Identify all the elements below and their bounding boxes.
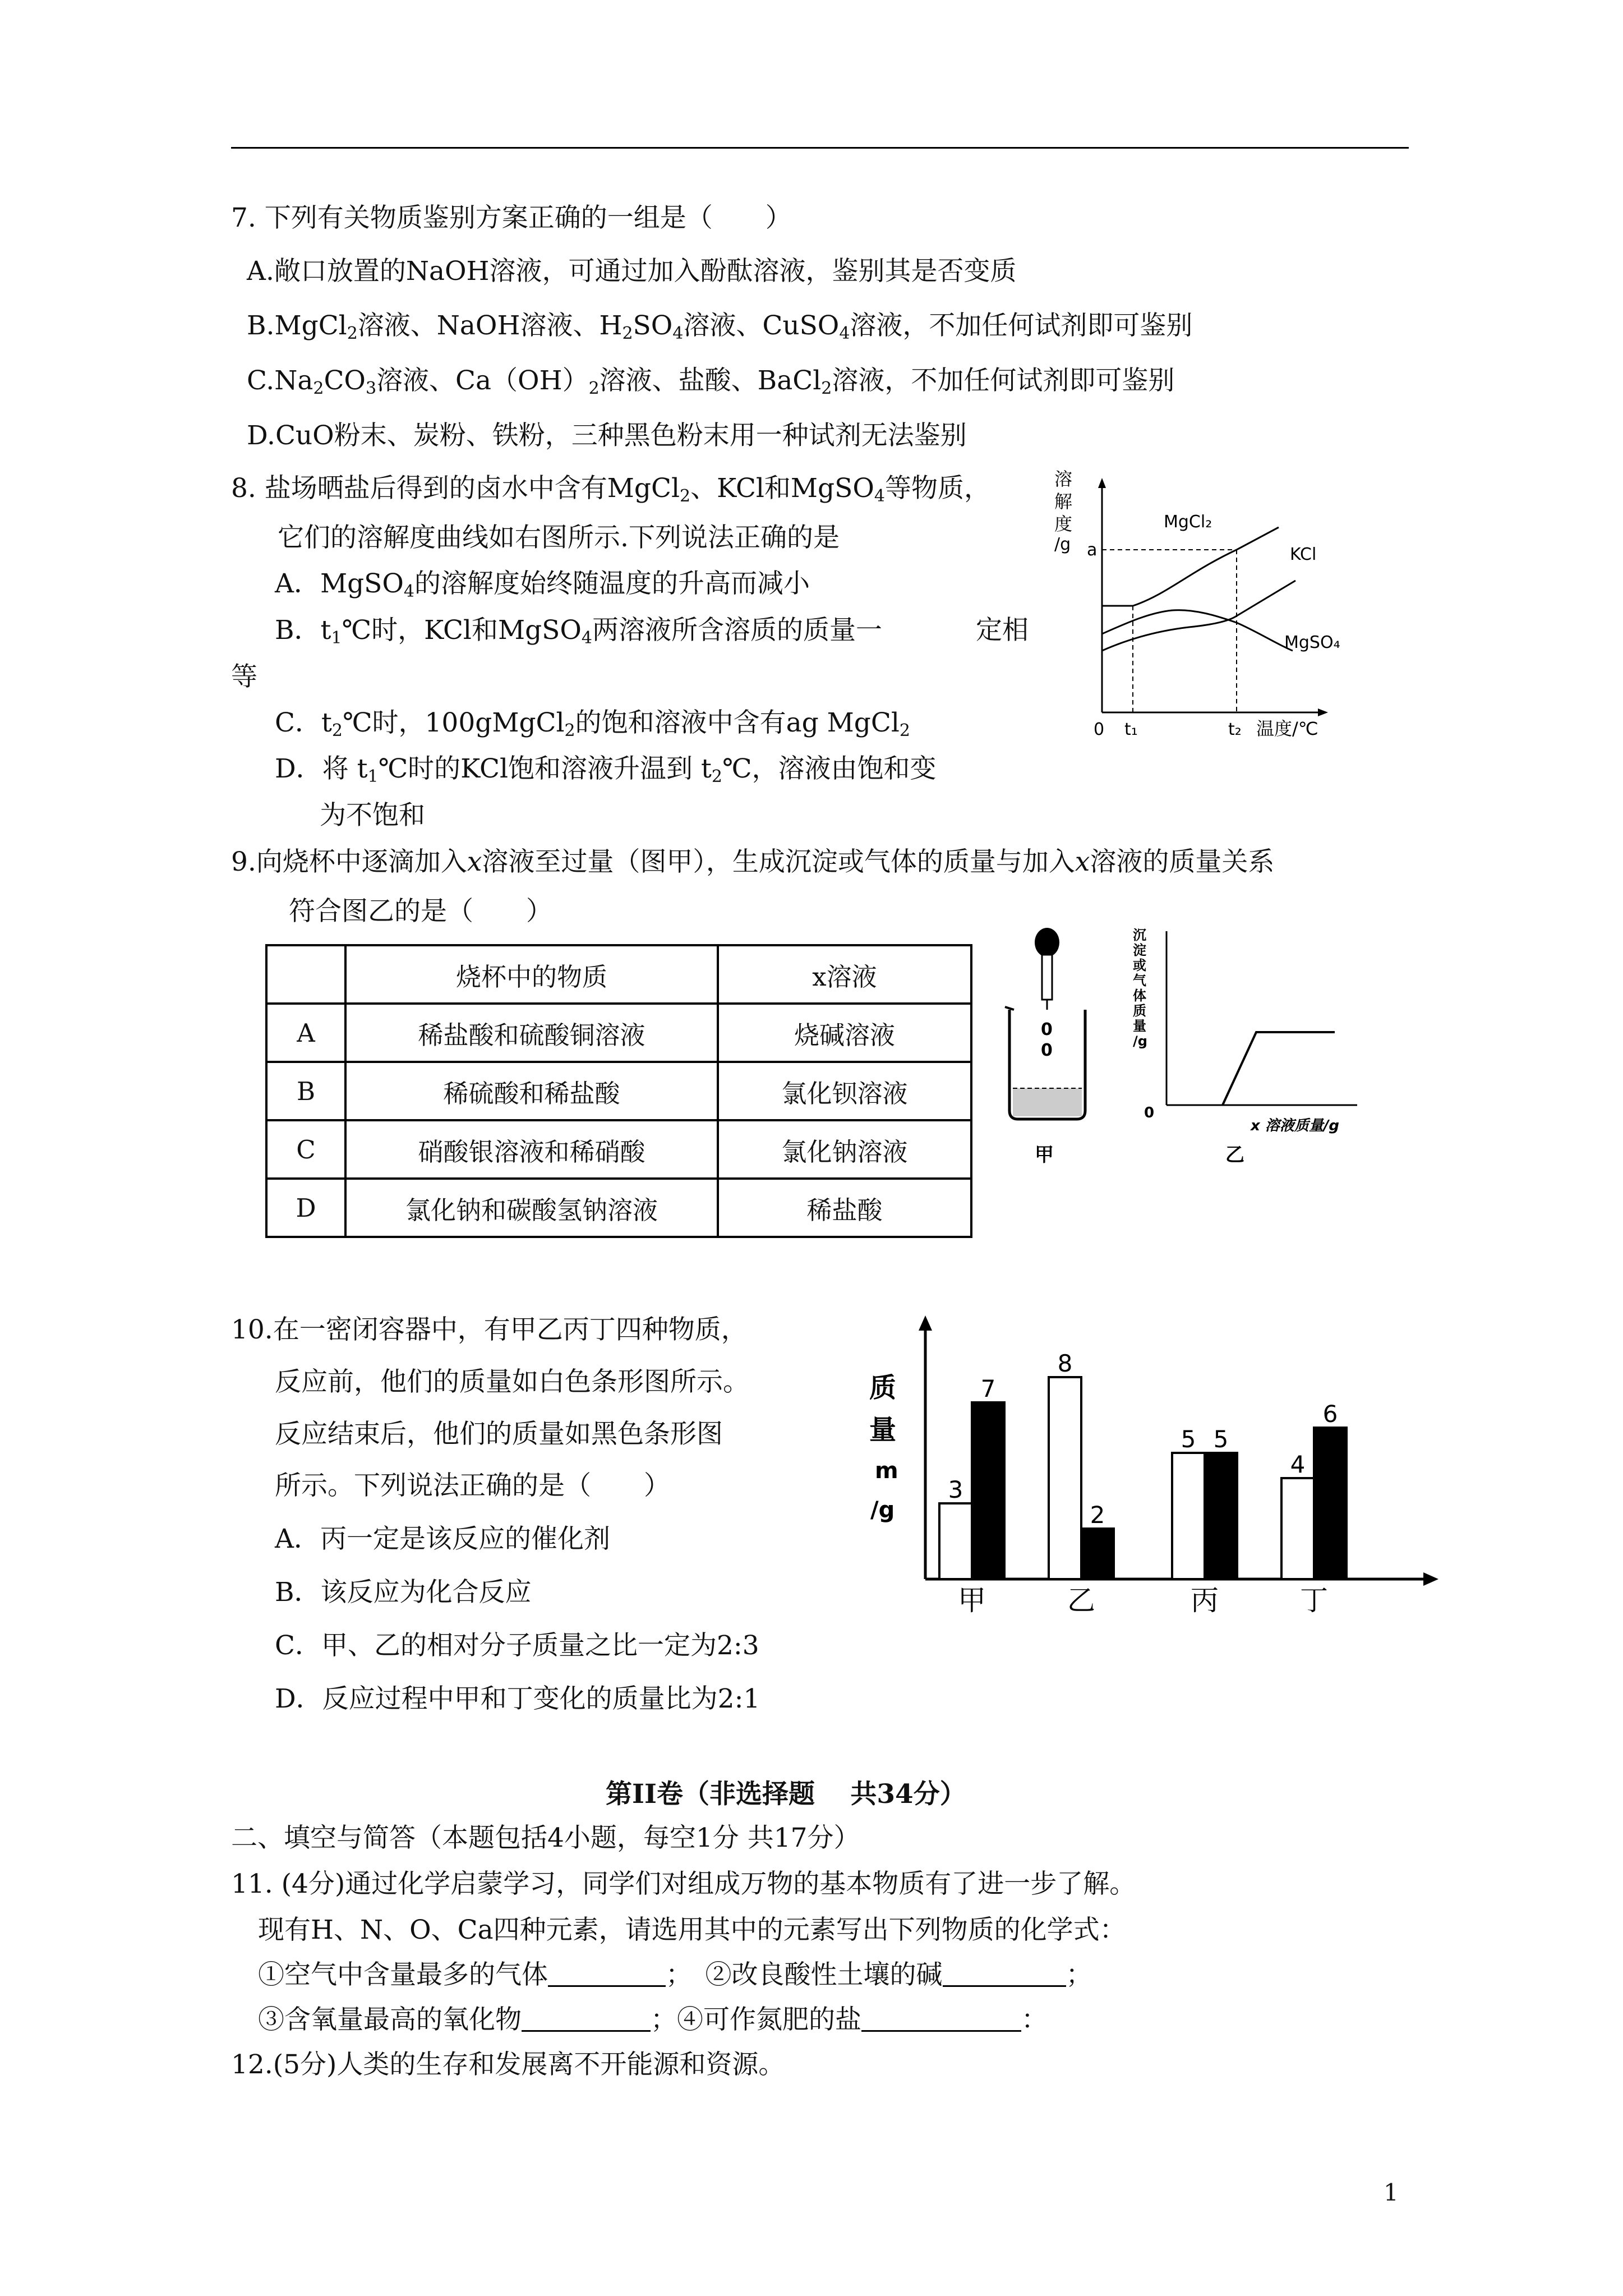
bar-甲-before bbox=[939, 1503, 972, 1579]
q10-ylabel bbox=[869, 1372, 898, 1523]
q9-graph-line bbox=[1223, 1032, 1335, 1105]
q10-line-3: 反应结束后，他们的质量如黑色条形图 bbox=[275, 1419, 723, 1450]
q7-option-a: A.敞口放置的NaOH溶液，可通过加入酚酞溶液，鉴别其是否变质 bbox=[247, 256, 1017, 287]
answer-blank-2[interactable] bbox=[943, 1961, 1066, 1987]
section-2-title: 第II卷（非选择题 共34分） bbox=[606, 1779, 966, 1810]
q11-line-1: 11. (4分)通过化学启蒙学习，同学们对组成万物的基本物质有了进一步了解。 bbox=[231, 1869, 1136, 1899]
q10-option-c: C．甲、乙的相对分子质量之比一定为2:3 bbox=[275, 1630, 759, 1661]
ylabel-char: /g bbox=[1133, 1033, 1147, 1049]
q8-option-c: C．$t_2℃$时，100gMgCl$_2$的饱和溶液中含有ag MgCl$_2$ bbox=[275, 707, 910, 740]
q8-ylabel-3: 度 bbox=[1054, 513, 1073, 535]
q8-kcl-label: KCl bbox=[1290, 545, 1317, 564]
q10-bar-chart bbox=[858, 1307, 1453, 1621]
table-row: B 稀硫酸和稀盐酸 氯化钡溶液 bbox=[266, 1062, 971, 1120]
ylabel-char: /g bbox=[870, 1497, 895, 1523]
q8-option-d-2: 为不饱和 bbox=[320, 800, 425, 831]
bar-value-label: 6 bbox=[1322, 1400, 1338, 1428]
q8-a-label: a bbox=[1087, 540, 1098, 560]
beaker-liquid-icon bbox=[1013, 1088, 1082, 1116]
fig-jia-label: 甲 bbox=[1035, 1144, 1054, 1166]
bar-甲-after bbox=[972, 1402, 1004, 1579]
q10-option-b: B．该反应为化合反应 bbox=[275, 1577, 532, 1608]
q8-mgso4-label: MgSO₄ bbox=[1284, 633, 1340, 652]
fig-yi-label: 乙 bbox=[1225, 1144, 1244, 1166]
q7-option-c: $C.Na_2CO_3$溶液、$Ca(OH)_2$溶液、盐酸、BaCl$_2$溶液，不加任何试剂即可鉴别 bbox=[247, 365, 1175, 398]
ylabel-char: 量 bbox=[869, 1414, 897, 1446]
category-label: 甲 bbox=[958, 1584, 986, 1617]
q8-option-b-tail: 定相 bbox=[976, 615, 1029, 646]
q10-line-4: 所示。下列说法正确的是（ ） bbox=[275, 1470, 670, 1501]
q11-line-4: ③含氧量最高的氧化物 ；④可作氮肥的盐 ： bbox=[258, 2004, 1048, 2035]
table-row: 烧杯中的物质 x溶液 bbox=[266, 945, 971, 1004]
bar-丁-before bbox=[1281, 1478, 1314, 1579]
q8-y-arrow bbox=[1098, 478, 1106, 488]
q10-x-arrow bbox=[1423, 1572, 1438, 1586]
q11-line-3: ①空气中含量最多的气体 ； ②改良酸性土壤的碱 ； bbox=[258, 1959, 1092, 1990]
q8-t1-label: t₁ bbox=[1124, 720, 1138, 739]
drop-2: 0 bbox=[1041, 1041, 1053, 1060]
q10-y-arrow bbox=[919, 1315, 932, 1331]
q8-x-arrow bbox=[1318, 708, 1328, 716]
bar-value-label: 5 bbox=[1181, 1425, 1196, 1453]
table-row: C 硝酸银溶液和稀硝酸 氯化钠溶液 bbox=[266, 1120, 971, 1179]
q7-stem: 7. 下列有关物质鉴别方案正确的一组是（ ） bbox=[231, 203, 792, 233]
ylabel-char: 量 bbox=[1133, 1018, 1146, 1034]
bar-丙-before bbox=[1172, 1453, 1205, 1579]
bar-乙-before bbox=[1049, 1377, 1081, 1579]
bar-value-label: 8 bbox=[1057, 1350, 1073, 1377]
q10-line-1: 10.在一密闭容器中，有甲乙丙丁四种物质， bbox=[231, 1314, 748, 1345]
dropper-bulb-icon bbox=[1035, 928, 1059, 957]
q12-line-1: 12.(5分)人类的生存和发展离不开能源和资源。 bbox=[231, 2049, 785, 2080]
category-label: 乙 bbox=[1067, 1584, 1095, 1617]
section-2-subtitle: 二、填空与简答（本题包括4小题，每空1分 共17分） bbox=[231, 1823, 860, 1853]
q9-stem-1: 9.向烧杯中逐滴加入x溶液至过量（图甲），生成沉淀或气体的质量与加入x溶液的质量关系 bbox=[231, 846, 1275, 877]
q8-ylabel-2: 解 bbox=[1054, 491, 1073, 512]
drop-1: 0 bbox=[1041, 1020, 1053, 1039]
q9-graph-figure bbox=[1122, 920, 1380, 1184]
bar-value-label: 7 bbox=[980, 1375, 996, 1402]
q9-beaker-figure bbox=[993, 926, 1105, 1184]
ylabel-char: 沉 bbox=[1133, 927, 1146, 943]
q8-stem-1: 8. 盐场晒盐后得到的卤水中含有MgCl$_2$、KCl和MgSO$_4$等物质， bbox=[231, 473, 990, 506]
ylabel-char: 或 bbox=[1133, 958, 1146, 973]
bar-丙-after bbox=[1205, 1453, 1237, 1579]
category-label: 丁 bbox=[1300, 1584, 1328, 1617]
q8-mgcl2-label: MgCl₂ bbox=[1164, 512, 1212, 532]
ylabel-char: m bbox=[875, 1458, 898, 1484]
q8-option-a: A．MgSO$_4$的溶解度始终随温度的升高而减小 bbox=[275, 568, 810, 601]
q9-xlabel: x 溶液质量/g bbox=[1251, 1117, 1339, 1134]
bar-乙-after bbox=[1081, 1529, 1114, 1579]
q10-option-d: D．反应过程中甲和丁变化的质量比为2:1 bbox=[275, 1683, 760, 1714]
q7-option-b: B.MgCl$_2$溶液、NaOH溶液、$H_2SO_4$溶液、CuSO$_4$溶液，不加任何试剂即可鉴别 bbox=[247, 310, 1193, 343]
dropper-tube-icon bbox=[1042, 955, 1052, 1000]
answer-blank-4[interactable] bbox=[861, 2005, 1021, 2032]
ylabel-char: 气 bbox=[1133, 973, 1146, 988]
bar-value-label: 2 bbox=[1090, 1501, 1105, 1529]
bar-丁-after bbox=[1314, 1428, 1347, 1579]
q8-xlabel: 温度/℃ bbox=[1256, 718, 1318, 739]
q10-line-2: 反应前，他们的质量如白色条形图所示。 bbox=[275, 1366, 749, 1397]
q9-stem-2: 符合图乙的是（ ） bbox=[289, 896, 552, 927]
q7-option-d: D.CuO粉末、炭粉、铁粉，三种黑色粉末用一种试剂无法鉴别 bbox=[247, 420, 967, 451]
q9-table bbox=[265, 944, 972, 1238]
q8-mgcl2-curve bbox=[1102, 527, 1279, 606]
answer-blank-3[interactable] bbox=[522, 2005, 651, 2032]
q8-option-b: B．$t_1℃$时，KCl和MgSO$_4$两溶液所含溶质的质量一 bbox=[275, 615, 882, 648]
bar-value-label: 3 bbox=[948, 1476, 963, 1503]
q8-ylabel-4: /g bbox=[1054, 535, 1071, 554]
table-row: D 氯化钠和碳酸氢钠溶液 稀盐酸 bbox=[266, 1179, 971, 1237]
beaker-lip-icon bbox=[1005, 1007, 1014, 1010]
bar-value-label: 5 bbox=[1213, 1425, 1229, 1453]
q9-origin: 0 bbox=[1144, 1105, 1155, 1121]
bar-value-label: 4 bbox=[1290, 1451, 1306, 1478]
q8-stem-2: 它们的溶解度曲线如右图所示.下列说法正确的是 bbox=[278, 522, 840, 553]
q8-kcl-curve bbox=[1102, 581, 1295, 651]
page-number: 1 bbox=[1384, 2179, 1399, 2206]
header-rule bbox=[231, 147, 1409, 149]
ylabel-char: 质 bbox=[1133, 1003, 1146, 1019]
ylabel-char: 淀 bbox=[1133, 942, 1146, 958]
q8-option-b-wrap: 等 bbox=[231, 661, 257, 692]
category-label: 丙 bbox=[1191, 1584, 1219, 1617]
table-row: A 稀盐酸和硫酸铜溶液 烧碱溶液 bbox=[266, 1004, 971, 1062]
ylabel-char: 质 bbox=[869, 1372, 897, 1404]
q10-bars bbox=[939, 1350, 1347, 1617]
q8-ylabel-1: 溶 bbox=[1054, 468, 1073, 490]
q8-option-d-1: D．将 $t_1℃$时的KCl饱和溶液升温到 $t_2℃$，溶液由饱和变 bbox=[275, 753, 937, 786]
ylabel-char: 体 bbox=[1133, 988, 1146, 1004]
q9-ylabel bbox=[1133, 927, 1147, 1049]
q8-origin: 0 bbox=[1094, 720, 1105, 739]
q10-option-a: A．丙一定是该反应的催化剂 bbox=[275, 1524, 610, 1554]
q8-solubility-graph bbox=[1043, 466, 1368, 746]
answer-blank-1[interactable] bbox=[548, 1961, 666, 1987]
q11-line-2: 现有H、N、O、Ca四种元素，请选用其中的元素写出下列物质的化学式： bbox=[258, 1915, 1126, 1945]
q8-mgso4-curve bbox=[1102, 610, 1293, 651]
q8-t2-label: t₂ bbox=[1228, 720, 1242, 739]
